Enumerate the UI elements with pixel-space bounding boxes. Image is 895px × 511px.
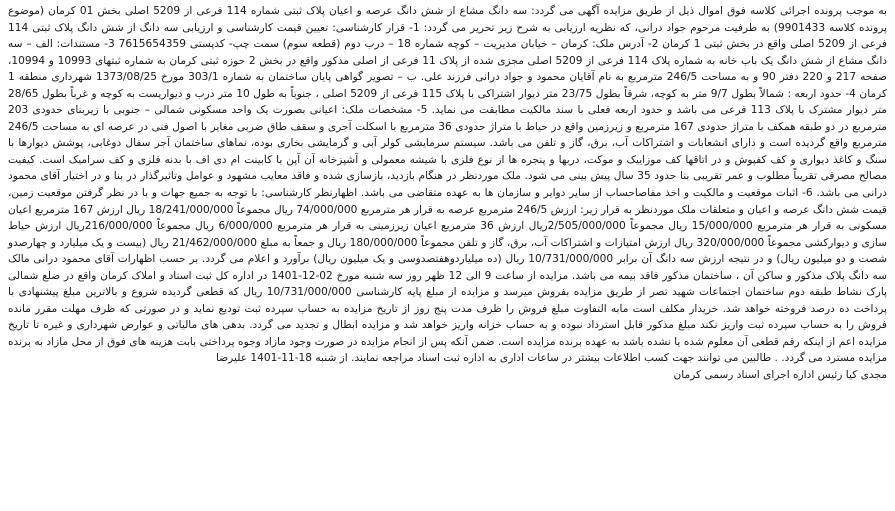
notice-signature: مجدی کیا رئیس اداره اجرای اسناد رسمی کرمان (673, 369, 887, 382)
notice-body: به موجب پرونده اجرائی کلاسه فوق اموال ذیل از طریق مزایده آگهی می گردد: سه دانگ مشاع از شش دانگ عرصه و اعیان پلاک ثبتی شماره 114 فرعی از 5209 اصلی بخش 01 کرمان (موضوع پرونده کلاسه 9901433) به طرفیت مرحوم جواد درانی، که نظریه ارزیابی به شرح زیر تحریر می گردد: 1- قرار کارشناسی: تعیین قیمت کارشناسی و ارزیابی سه دانگ از شش دانگ پلاک ثبتی 114 فرعی از 5209 اصلی واقع در بخش ثبتی 1 کرمان 2- آدرس ملک: کرمان – خیابان مدیریت – کوچه شماره 18 – درب دوم (قطعه سوم) سمت چپ- کدپستی 7615654359 3- مستندات: الف – سه دانگ مشاع از شش دانگ یک باب خانه به شماره پلاک 114 فرعی از 5209 اصلی مجزی شده از پلاک 11 فرعی از اصلی مذکور واقع در بخش 2 حوزه ثبتی کرمان به شماره ثبتهای 10993 و 10994، صفحه 217 و 220 دفتر 90 و به مساحت 246/5 مترمربع به نام آقایان محمود و جواد درانی فرزند علی. ب – تصویر گواهی پایان ساختمان به شماره 303/1 مورخ 1373/08/25 شهرداری منطقه 1 کرمان 4- حدود اربعه : شمالاً بطول 9/7 متر به کوچه، شرقاً بطول 23/75 متر دیوار اشتراکی با پلاک 115 فرعی از 5209 اصلی ، جنوباً به طول 10 متر درب و دیواریست به کوچه و غرباً بطول 28/65 متر دیوار مشترک با پلاک 113 فرعی می باشد و حدود اربعه فعلی با سند مالکیت مطابقت می نماید. 5- مشخصات ملک: اعیانی بصورت یک واحد مسکونی شمالی – جنوبی با زیربنای حدودی 203 مترمربع در دو طبقه همکف با متراژ حدودی 167 مترمربع و زیرزمین واقع در حیاط با متراژ حدودی 36 مترمربع با اسکلت آجری و سقف طاق ضربی مغایر با اصول فنی در عرصه ای به مساحت 246/5 مترمربع واقع گردیده است و دارای انشعابات و اشتراکات آب، برق، گاز و تلفن می باشد. سیستم سرمایشی کولر آبی و گرمایشی بخاری بوده، نماهای ساختمان آجر سفال دوغابی، پوشش دیوارها با سنگ و کاغذ دیواری و کف کفپوش و در اتاقها کف موزاییک و موکت، دربها و پنجره ها از نوع فلزی با شیشه معمولی و آشپزخانه آن آپن با کابینت ام دی اف با بدنه فلزی و کف سرامیک است. کیفیت مصالح مصرفی تقریباً مطلوب و عمر تقریبی بنا حدود 35 سال پیش بینی می شود. ملک موردنظر در هنگام بازدید، بازسازی شده و فاقد معایب مشهود و عوامل وتاثیرگذار در بنا و در اختیار آقای محمود درانی می باشد. 6- اثبات موقعیت و مالکیت و اخذ مفاصاحساب از سایر دوایر و سازمان ها به عهده متقاضی می باشد. اظهارنظر کارشناسی: با توجه به جمیع جهات و با در نظر گرفتن موقعیت زمین، قیمت شش دانگ عرصه و اعیان و متعلقات ملک موردنظر به قرار زیر: ارزش 246/5 مترمربع عرصه به قرار هر مترمربع 74/000/000 ریال مجموعاً 18/241/000/000 ریال ارزش 167 مترمربع اعیان مسکونی به قرار هر مترمربع 15/000/000 ریال مجموعاً 2/505/000/000ریال ارزش 36 مترمربع اعیان زیرزمینی به قرار هر مترمربع 6/000/000 ریال مجموعاً 216/000/000ریال ارزش حیاط سازی و دیوارکشی مجموعاً 320/000/000 ریال ارزش امتیازات و اشتراکات آب، برق، گاز و تلفن مجموعاً 180/000/000 ریال و جمعاً به مبلغ 21/462/000/000 ریال (بیست و یک میلیارد و چهارصدو شصت و دو میلیون ریال) و در نتیجه ارزش سه دانگ آن برابر 10/731/000/000 ریال (ده میلیاردوهفتصدوسی و یک میلیون ریال) برآورد و اعلام می گردد. بر حسب اظهارات آقای محمود درانی مالک سه دانگ پلاک مذکور و ساکن آن ، ساختمان مذکور فاقد بیمه می باشد. مزایده از ساعت 9 الی 12 ظهر روز سه شنبه مورخ 02-12-1401 در اداره کل ثبت اسناد و املاک کرمان واقع در ضلع شمالی پارک نشاط طبقه دوم ساختمان اجتماعات شهید تصر از طریق مزایده بفروش میرسد و مزایده از مبلغ پایه کارشناسی 10/731/000/000 ریال که قطعی گردیده شروع و بالاترین مبلغ پیشنهادی با پرداخت ده درصد فروخته خواهد شد. خریدار مکلف است مابه التفاوت مبلغ فروش را ظرف مدت پنج روز از تاریخ مزایده به حساب سپرده ثبت تودیع نماید و در صورتی که ظرف مهلت مقرر مانده فروش را به حساب سپرده ثبت واریز نکند مبلغ مذکور قابل استرداد نبوده و به حساب خزانه واریز خواهد شد و مزایده ابطال و تجدید می گردد. بدهی های مالیاتی و عوارض شهرداری و غیره تا تاریخ مزایده اعم از اینکه رقم قطعی آن معلوم شده یا نشده باشد به عهده برنده مزایده است. ضمن آنکه پس از انجام مزایده در صورت وجود مازاد وجوه پرداختی بابت هزینه های فوق از محل مازاد به برنده مزایده مسترد می گردد. . طالبین می توانند جهت کسب اطلاعات بیشتر در ساعات اداری به اداره ثبت اسناد مراجعه نمایند. از شنبه 18-11-1401 علیرضا (8, 5, 888, 365)
